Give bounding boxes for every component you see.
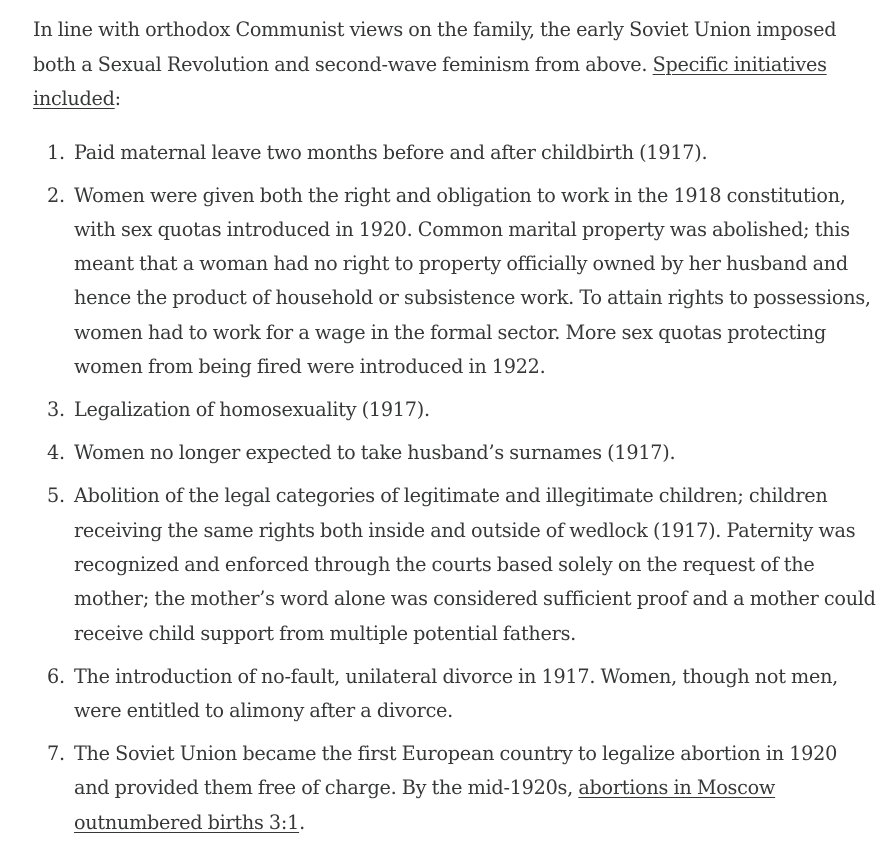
list-item (33, 136, 877, 170)
list-item-number: 6. (47, 664, 65, 688)
list-item-number: 5. (47, 484, 65, 508)
list-item-number: 3. (47, 398, 65, 422)
list-item-text: The introduction of no-fault, unilateral divorce in 1917. Women, though not men, were entitled to alimony after a divorce. (74, 664, 839, 722)
list-item-number: 7. (47, 742, 65, 766)
list-item (33, 660, 877, 729)
list-item-text: Paid maternal leave two months before and after childbirth (1917). (74, 140, 708, 164)
list-item-number: 1. (47, 140, 65, 164)
list-item (33, 393, 877, 427)
list-item-text: Women were given both the right and obligation to work in the 1918 constitution, with sex quotas introduced in 1920. Common marital property was abolished; this meant that a woman had no right to property officially owned by her husband and hence the product of household or subsistence work. To attain rights to possessions, women had to work for a wage in the formal sector. More sex quotas protecting women from being fired were introduced in 1922. (74, 183, 871, 379)
list-item-period: . (299, 810, 305, 834)
list-item-number: 4. (47, 441, 65, 465)
abortions-moscow-link[interactable]: abortions in Moscow outnumbered births 3:1 (74, 776, 776, 834)
list-item-text: The Soviet Union became the first European country to legalize abortion in 1920 and provided them free of charge. By the mid-1920s, (74, 742, 838, 800)
list-item-text: Abolition of the legal categories of legitimate and illegitimate children; children receiving the same rights both inside and outside of wedlock (1917). Paternity was recognized and enforced through the courts based solely on the request of the mother; the mother’s word alone was considered sufficient proof and a mother could receive child support from multiple potential fathers. (74, 484, 876, 645)
list-item-text: Women no longer expected to take husband’s surnames (1917). (74, 441, 676, 465)
intro-colon: : (114, 87, 121, 110)
list-item (33, 436, 877, 470)
list-item (33, 179, 877, 385)
intro-paragraph (33, 13, 877, 117)
intro-text: In line with orthodox Communist views on the family, the early Soviet Union imposed both a Sexual Revolution and second-wave feminism from above. (33, 18, 837, 76)
specific-initiatives-link[interactable]: Specific initiatives included (33, 52, 827, 110)
list-item-number: 2. (47, 183, 65, 207)
initiatives-list (33, 136, 877, 840)
list-item-text: Legalization of homosexuality (1917). (74, 398, 430, 422)
list-item (33, 479, 877, 650)
list-item (33, 737, 877, 840)
